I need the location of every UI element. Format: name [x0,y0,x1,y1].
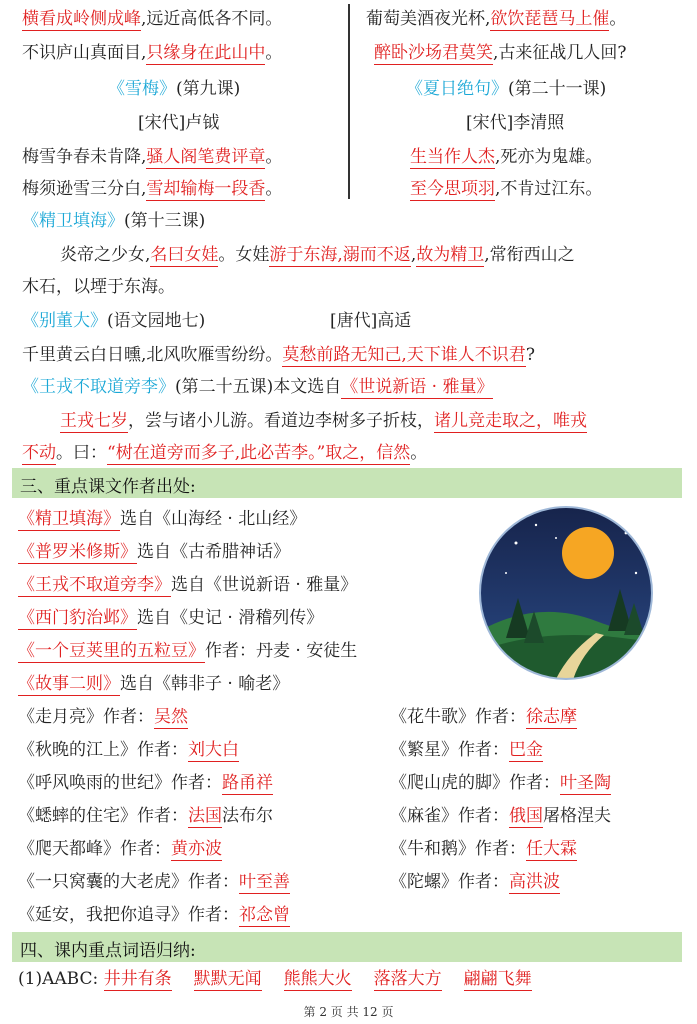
author-work: 《陀螺》作者： [390,872,509,892]
author-work: 《蟋蟀的住宅》作者： [18,806,188,826]
wangrong-para2: 不动。曰：“树在道旁而多子,此必苦李。”取之，信然。 [22,443,428,463]
section3-heading-band [12,468,682,498]
section4-heading: 四、课内重点词语归纳: [20,941,196,961]
aabc-label: (1)AABC: [18,969,99,989]
jingwei-title: 《精卫填海》(第十三课) [22,211,206,231]
author-name: 俄国 [509,806,543,826]
poem-right-line1: 葡萄美酒夜光杯,欲饮琵琶马上催。 [366,9,627,29]
author-work: 《繁星》作者： [390,740,509,760]
author-work: 《爬山虎的脚》作者： [390,773,560,793]
author-item [18,838,222,860]
author-work: 《牛和鹅》作者： [390,839,526,859]
author-name: 路甬祥 [222,773,273,793]
author-name: 刘大白 [188,740,239,760]
author-work: 《花牛歌》作者： [390,707,526,727]
source-work: 《一个豆荚里的五粒豆》 [18,641,205,661]
source-work: 《故事二则》 [18,674,120,694]
author-name: 叶圣陶 [560,773,611,793]
poem-xiari-title: 《夏日绝句》(第二十一课) [406,79,607,99]
author-work: 《爬天都峰》作者： [18,839,171,859]
source-item [18,508,306,530]
aabc-word: 落落大方 [373,969,442,989]
jingwei-para2: 木石，以堙于东海。 [22,277,175,297]
author-item [18,805,273,827]
author-name: 吴然 [154,707,188,727]
author-name: 任大霖 [526,839,577,859]
author-work: 《呼风唤雨的世纪》作者： [18,773,222,793]
author-item [390,871,560,893]
author-work: 《麻雀》作者： [390,806,509,826]
source-work: 《精卫填海》 [18,509,120,529]
author-item [18,772,273,794]
author-item [390,838,577,860]
biedongda-author: [唐代]高适 [330,311,412,331]
author-item [18,904,290,926]
aabc-word: 熊熊大火 [283,969,352,989]
wangrong-para1: 王戎七岁，尝与诸小儿游。看道边李树多子折枝，诸儿竞走取之，唯戎 [60,411,587,431]
author-name: 巴金 [509,740,543,760]
wangrong-title: 《王戎不取道旁李》(第二十五课)本文选自《世说新语 · 雅量》 [22,377,494,397]
source-work: 《西门豹治邺》 [18,608,137,628]
night-scene-illustration [476,503,656,683]
author-name: 祁念曾 [239,905,290,925]
author-item [390,772,611,794]
source-item [18,640,357,662]
aabc-word: 井井有条 [103,969,172,989]
aabc-row [18,968,554,990]
author-name: 法国 [188,806,222,826]
biedongda-title: 《别董大》(语文园地七) [22,311,206,331]
source-text: 选自《史记 · 滑稽列传》 [137,608,324,628]
source-work: 《王戎不取道旁李》 [18,575,171,595]
aabc-word: 默默无闻 [193,969,262,989]
poem-xuemei-author: [宋代]卢钺 [138,113,220,133]
poem-left-line4: 梅须逊雪三分白,雪却输梅一段香。 [22,179,283,199]
author-item [18,706,188,728]
source-item [18,541,290,563]
poem-xiari-author: [宋代]李清照 [466,113,565,133]
author-item [18,739,239,761]
author-work: 《延安，我把你追寻》作者： [18,905,239,925]
page-footer: 第 2 页 共 12 页 [303,1005,394,1019]
source-text: 作者：丹麦 · 安徒生 [205,641,358,661]
section3-heading: 三、重点课文作者出处: [20,477,196,497]
author-name: 徐志摩 [526,707,577,727]
poem-right-line2: 醉卧沙场君莫笑,古来征战几人回? [374,43,627,63]
source-text: 选自《世说新语 · 雅量》 [171,575,358,595]
column-divider [348,4,350,199]
author-name: 叶至善 [239,872,290,892]
biedongda-lines: 千里黄云白日曛,北风吹雁雪纷纷。莫愁前路无知己,天下谁人不识君? [22,345,535,365]
source-item [18,574,357,596]
author-work: 《秋晚的江上》作者： [18,740,188,760]
poem-left-line2: 不识庐山真面目,只缘身在此山中。 [22,43,283,63]
author-item [390,706,577,728]
poem-right-line3: 生当作人杰,死亦为鬼雄。 [410,147,603,167]
jingwei-para1: 炎帝之少女,名曰女娃。女娃游于东海,溺而不返,故为精卫,常衔西山之 [60,245,575,265]
author-extra: 屠格涅夫 [543,806,611,826]
source-text: 选自《韩非子 · 喻老》 [120,674,290,694]
poem-left-line1: 横看成岭侧成峰,远近高低各不同。 [22,9,283,29]
poem-xuemei-title: 《雪梅》(第九课) [108,79,241,99]
author-name: 高洪波 [509,872,560,892]
author-item [390,739,543,761]
author-work: 《走月亮》作者： [18,707,154,727]
author-extra: 法布尔 [222,806,273,826]
source-item [18,673,289,695]
author-work: 《一只窝囊的大老虎》作者： [18,872,239,892]
source-item [18,607,323,629]
author-name: 黄亦波 [171,839,222,859]
aabc-word: 翩翩飞舞 [463,969,532,989]
poem-right-line4: 至今思项羽,不肯过江东。 [410,179,603,199]
poem-left-line3: 梅雪争春未肯降,骚人阁笔费评章。 [22,147,283,167]
source-text: 选自《古希腊神话》 [137,542,290,562]
author-item [18,871,290,893]
source-text: 选自《山海经 · 北山经》 [120,509,307,529]
author-item [390,805,611,827]
source-work: 《普罗米修斯》 [18,542,137,562]
section4-heading-band [12,932,682,962]
